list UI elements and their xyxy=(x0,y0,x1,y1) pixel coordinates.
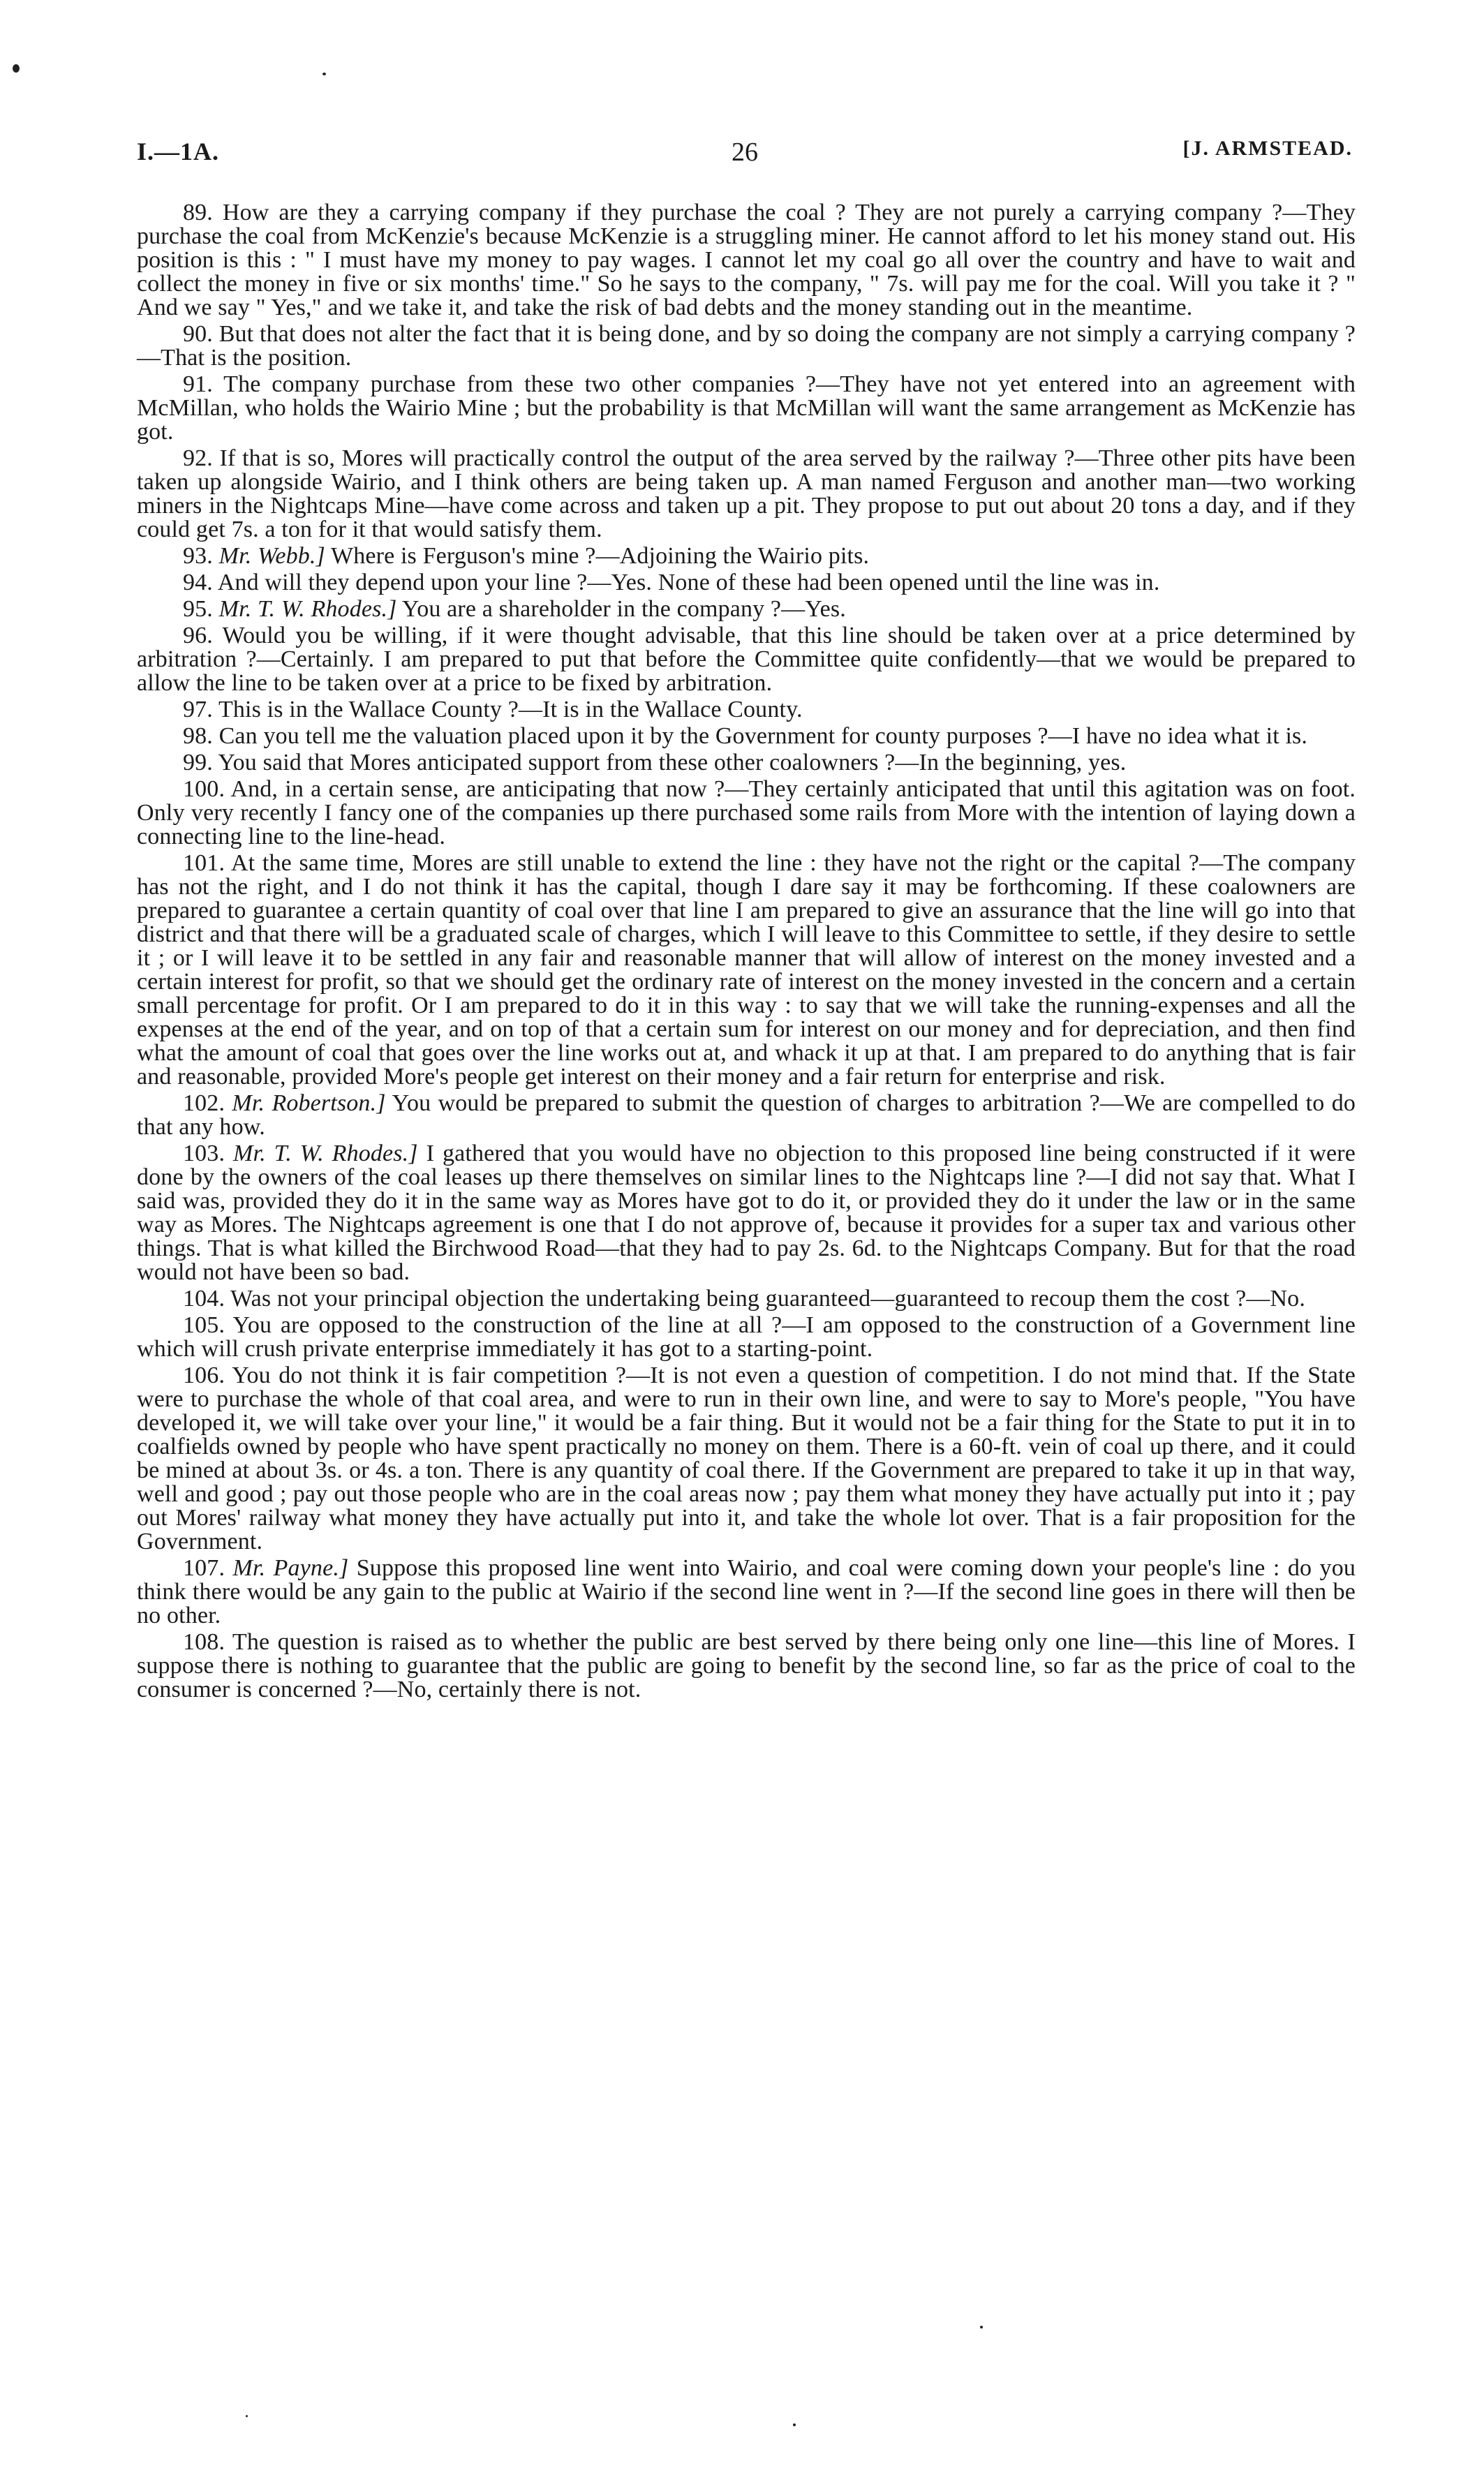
paragraph-text: 98. Can you tell me the valuation placed upon it by the Government for county purposes ?—I have no idea what it is. xyxy=(183,723,1308,749)
paragraph-97 xyxy=(137,698,1356,722)
paragraph-100 xyxy=(137,778,1356,849)
paragraph-text: 108. The question is raised as to whether the public are best served by there being only one line—this line of Mores. I suppose there is nothing to guarantee that the public are going to benefit by the second line, so far as the price of coal to the consumer is concerned ?—No, certainly there is not. xyxy=(137,1629,1356,1702)
scan-speck xyxy=(13,64,20,73)
paragraph-text: 104. Was not your principal objection the undertaking being guaranteed—guaranteed to recoup them the cost ?—No. xyxy=(183,1286,1305,1312)
speaker-name: Mr. T. W. Rhodes.] xyxy=(233,1141,418,1166)
paragraph-99 xyxy=(137,751,1356,775)
paragraph-94 xyxy=(137,571,1356,595)
paragraph-text: 90. But that does not alter the fact that it is being done, and by so doing the company are not simply a carrying company ?—That is the position. xyxy=(137,321,1356,371)
speaker-name: Mr. Payne.] xyxy=(232,1555,349,1581)
transcript-body xyxy=(137,201,1356,1705)
paragraph-96 xyxy=(137,624,1356,695)
paragraph-text: Where is Ferguson's mine ?—Adjoining the Wairio pits. xyxy=(330,543,870,569)
paragraph-number: 103. xyxy=(183,1141,225,1166)
paragraph-text: 99. You said that Mores anticipated support from these other coalowners ?—In the beginning, yes. xyxy=(183,750,1127,775)
document-reference: I.—1A. xyxy=(137,138,220,165)
speaker-name: Mr. Webb.] xyxy=(218,543,325,569)
paragraph-text: 100. And, in a certain sense, are anticipating that now ?—They certainly anticipated that until this agitation was on foot. Only very recently I fancy one of the companies up there purchased some rails from More with the intention of laying down a connecting line to the line-head. xyxy=(137,776,1356,849)
paragraph-text: 97. This is in the Wallace County ?—It is in the Wallace County. xyxy=(183,697,803,722)
paragraph-text: 96. Would you be willing, if it were thought advisable, that this line should be taken over at a price determined by arbitration ?—Certainly. I am prepared to put that before the Committee quite confidently—that we would be prepared to allow the line to be taken over at a price to be fixed by arbitration. xyxy=(137,623,1356,696)
paragraph-number: 107. xyxy=(183,1555,225,1581)
paragraph-107 xyxy=(137,1557,1356,1628)
paragraph-number: 95. xyxy=(183,596,213,622)
paragraph-text: You would be prepared to submit the question of charges to arbitration ?—We are compelled to do that any how. xyxy=(137,1090,1356,1140)
page-header xyxy=(137,137,1353,179)
paragraph-text: 92. If that is so, Mores will practically control the output of the area served by the railway ?—Three other pits have been taken up alongside Wairio, and I think others are being taken up. A man named Ferguson and another man—two working miners in the Nightcaps Mine—have come across and taken up a pit. They propose to put out about 20 tons a day, and if they could get 7s. a ton for it that would satisfy them. xyxy=(137,445,1356,542)
witness-name: [J. ARMSTEAD. xyxy=(1182,137,1353,160)
paragraph-text: 94. And will they depend upon your line ?—Yes. None of these had been opened until the line was in. xyxy=(183,570,1160,595)
paragraph-90 xyxy=(137,322,1356,370)
paragraph-108 xyxy=(137,1631,1356,1702)
speaker-name: Mr. T. W. Rhodes.] xyxy=(218,596,397,622)
paragraph-89 xyxy=(137,201,1356,320)
paragraph-92 xyxy=(137,447,1356,542)
paragraph-text: You are a shareholder in the company ?—Yes. xyxy=(401,596,846,622)
paragraph-98 xyxy=(137,725,1356,748)
paragraph-101 xyxy=(137,852,1356,1089)
page-number: 26 xyxy=(732,138,758,167)
scan-speck xyxy=(980,2326,983,2329)
scan-speck xyxy=(322,73,326,75)
paragraph-103 xyxy=(137,1142,1356,1284)
paragraph-number: 93. xyxy=(183,543,213,569)
scan-speck xyxy=(793,2423,796,2426)
paragraph-number: 102. xyxy=(183,1090,225,1116)
paragraph-text: Suppose this proposed line went into Wairio, and coal were coming down your people's line : do you think there would be any gain to the public at Wairio if the second line went in ?—If the second line goes in there will then be no other. xyxy=(137,1555,1356,1628)
paragraph-102 xyxy=(137,1092,1356,1139)
paragraph-93 xyxy=(137,544,1356,568)
paragraph-text: I gathered that you would have no objection to this proposed line being constructed if it were done by the owners of the coal leases up there themselves on similar lines to the Nightcaps line ?—I did not say that. What I said was, provided they do it in the same way as Mores have got to do it, or provided they do it under the law or in the same way as Mores. The Nightcaps agreement is one that I do not approve of, because it provides for a super tax and various other things. That is what killed the Birchwood Road—that they had to pay 2s. 6d. to the Nightcaps Company. But for that the road would not have been so bad. xyxy=(137,1141,1356,1285)
scan-speck xyxy=(246,2415,248,2417)
paragraph-106 xyxy=(137,1364,1356,1554)
paragraph-105 xyxy=(137,1314,1356,1361)
speaker-name: Mr. Robertson.] xyxy=(232,1090,386,1116)
paragraph-95 xyxy=(137,597,1356,621)
paragraph-91 xyxy=(137,373,1356,444)
paragraph-text: 101. At the same time, Mores are still unable to extend the line : they have not the right or the capital ?—The company has not the right, and I do not think it has the capital, though I dare say it may be forthcoming. If these coalowners are prepared to guarantee a certain quantity of coal over that line I am prepared to give an assurance that the line will go into that district and that there will be a graduated scale of charges, which I will leave to this Committee to settle, if they desire to settle it ; or I will leave it to be settled in any fair and reasonable manner that will allow of interest on the money invested and a certain interest for profit, so that we should get the ordinary rate of interest on the money invested in the concern and a certain small percentage for profit. Or I am prepared to do it in this way : to say that we will take the running-expenses and all the expenses at the end of the year, and on top of that a certain sum for interest on our money and for depreciation, and then find what the amount of coal that goes over the line works out at, and whack it up at that. I am prepared to do anything that is fair and reasonable, provided More's people get interest on their money and a fair return for enterprise and risk. xyxy=(137,850,1356,1090)
paragraph-text: 89. How are they a carrying company if they purchase the coal ? They are not purely a carrying company ?—They purchase the coal from McKenzie's because McKenzie is a struggling miner. He cannot afford to let his money stand out. His position is this : " I must have my money to pay wages. I cannot let my coal go all over the country and have to wait and collect the money in five or six months' time." So he says to the company, " 7s. will pay me for the coal. Will you take it ? " And we say " Yes," and we take it, and take the risk of bad debts and the money standing out in the meantime. xyxy=(137,200,1356,320)
paragraph-104 xyxy=(137,1287,1356,1311)
paragraph-text: 91. The company purchase from these two other companies ?—They have not yet entered into an agreement with McMillan, who holds the Wairio Mine ; but the probability is that McMillan will want the same arrangement as McKenzie has got. xyxy=(137,371,1356,445)
paragraph-text: 106. You do not think it is fair competition ?—It is not even a question of competition. I do not mind that. If the State were to purchase the whole of that coal area, and were to run in their own line, and were to say to More's people, "You have developed it, we will take over your line," it would be a fair thing. But it would not be a fair thing for the State to put it in to coalfields owned by people who have spent practically no money on them. There is a 60-ft. vein of coal up there, and it could be mined at about 3s. or 4s. a ton. There is any quantity of coal there. If the Government are prepared to take it up in that way, well and good ; pay out those people who are in the coal areas now ; pay them what money they have actually put into it ; pay out Mores' railway what money they have actually put into it, and take the whole lot over. That is a fair proposition for the Government. xyxy=(137,1362,1356,1554)
paragraph-text: 105. You are opposed to the construction of the line at all ?—I am opposed to the construction of a Government line which will crush private enterprise immediately it has got to a starting-point. xyxy=(137,1312,1356,1362)
